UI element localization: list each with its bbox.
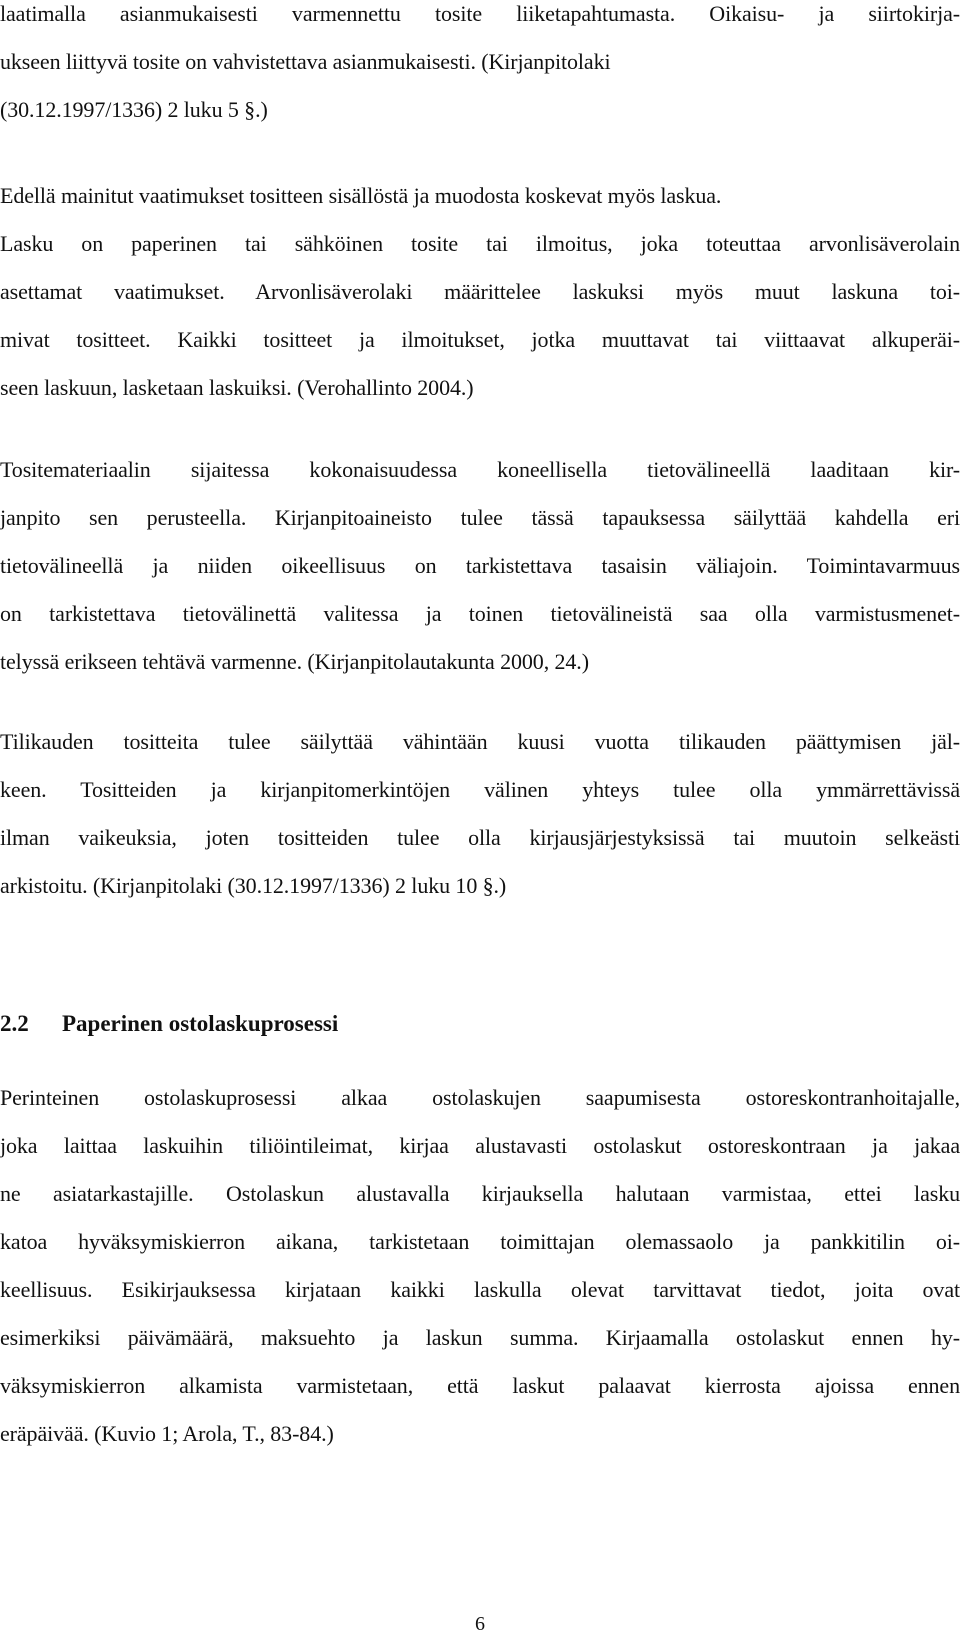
paragraph-line: keellisuus. Esikirjauksessa kirjataan kaikki laskulla olevat tarvittavat tiedot, joita ovat — [0, 1277, 960, 1302]
paragraph-line: arkistoitu. (Kirjanpitolaki (30.12.1997/1336) 2 luku 10 §.) — [0, 873, 507, 898]
paragraph-line: Tositemateriaalin sijaitessa kokonaisuudessa koneellisella tietovälineellä laaditaan kir- — [0, 457, 960, 482]
paragraph-line: esimerkiksi päivämäärä, maksuehto ja laskun summa. Kirjaamalla ostolaskut ennen hy- — [0, 1325, 960, 1350]
paragraph-line: (30.12.1997/1336) 2 luku 5 §.) — [0, 97, 268, 122]
paragraph-line: ne asiatarkastajille. Ostolaskun alustavalla kirjauksella halutaan varmistaa, ettei lasku — [0, 1181, 960, 1206]
section-paragraph — [0, 1074, 960, 1458]
paragraph-line: tietovälineellä ja niiden oikeellisuus on tarkistettava tasaisin väliajoin. Toimintavarmuus — [0, 553, 960, 578]
paragraph-line: laatimalla asianmukaisesti varmennettu tosite liiketapahtumasta. Oikaisu- ja siirtokirja- — [0, 1, 960, 26]
paragraph-line: ukseen liittyvä tosite on vahvistettava asianmukaisesti. (Kirjanpitolaki — [0, 49, 611, 74]
paragraph-line: telyssä erikseen tehtävä varmenne. (Kirjanpitolautakunta 2000, 24.) — [0, 649, 589, 674]
paragraph-line: Edellä mainitut vaatimukset tositteen sisällöstä ja muodosta koskevat myös laskua. — [0, 183, 722, 208]
paragraph-1 — [0, 0, 960, 134]
paragraph-line: eräpäivää. (Kuvio 1; Arola, T., 83-84.) — [0, 1421, 334, 1446]
paragraph-2 — [0, 172, 960, 412]
paragraph-line: janpito sen perusteella. Kirjanpitoaineisto tulee tässä tapauksessa säilyttää kahdella eri — [0, 505, 960, 530]
paragraph-line: joka laittaa laskuihin tiliöintileimat, kirjaa alustavasti ostolaskut ostoreskontraan ja jakaa — [0, 1133, 960, 1158]
paragraph-line: seen laskuun, lasketaan laskuiksi. (Verohallinto 2004.) — [0, 375, 474, 400]
paragraph-3 — [0, 446, 960, 686]
paragraph-line: Lasku on paperinen tai sähköinen tosite tai ilmoitus, joka toteuttaa arvonlisäverolain — [0, 231, 960, 256]
paragraph-line: mivat tositteet. Kaikki tositteet ja ilmoitukset, jotka muuttavat tai viittaavat alkuperäi- — [0, 327, 960, 352]
paragraph-line: keen. Tositteiden ja kirjanpitomerkintöjen välinen yhteys tulee olla ymmärrettävissä — [0, 777, 960, 802]
section-number: 2.2 — [0, 1011, 29, 1036]
section-heading — [0, 1000, 960, 1048]
paragraph-line: Tilikauden tositteita tulee säilyttää vähintään kuusi vuotta tilikauden päättymisen jäl- — [0, 729, 960, 754]
page-number: 6 — [475, 1613, 485, 1635]
paragraph-line: Perinteinen ostolaskuprosessi alkaa ostolaskujen saapumisesta ostoreskontranhoitajalle, — [0, 1085, 960, 1110]
paragraph-line: on tarkistettava tietovälinettä valitessa ja toinen tietovälineistä saa olla varmistusmenet- — [0, 601, 960, 626]
paragraph-line: asettamat vaatimukset. Arvonlisäverolaki määrittelee laskuksi myös muut laskuna toi- — [0, 279, 960, 304]
paragraph-line: väksymiskierron alkamista varmistetaan, että laskut palaavat kierrosta ajoissa ennen — [0, 1373, 960, 1398]
paragraph-line: katoa hyväksymiskierron aikana, tarkistetaan toimittajan olemassaolo ja pankkitilin oi- — [0, 1229, 960, 1254]
paragraph-line: ilman vaikeuksia, joten tositteiden tulee olla kirjausjärjestyksissä tai muutoin selkeästi — [0, 825, 960, 850]
section-title: Paperinen ostolaskuprosessi — [62, 1011, 339, 1036]
paragraph-4 — [0, 718, 960, 910]
